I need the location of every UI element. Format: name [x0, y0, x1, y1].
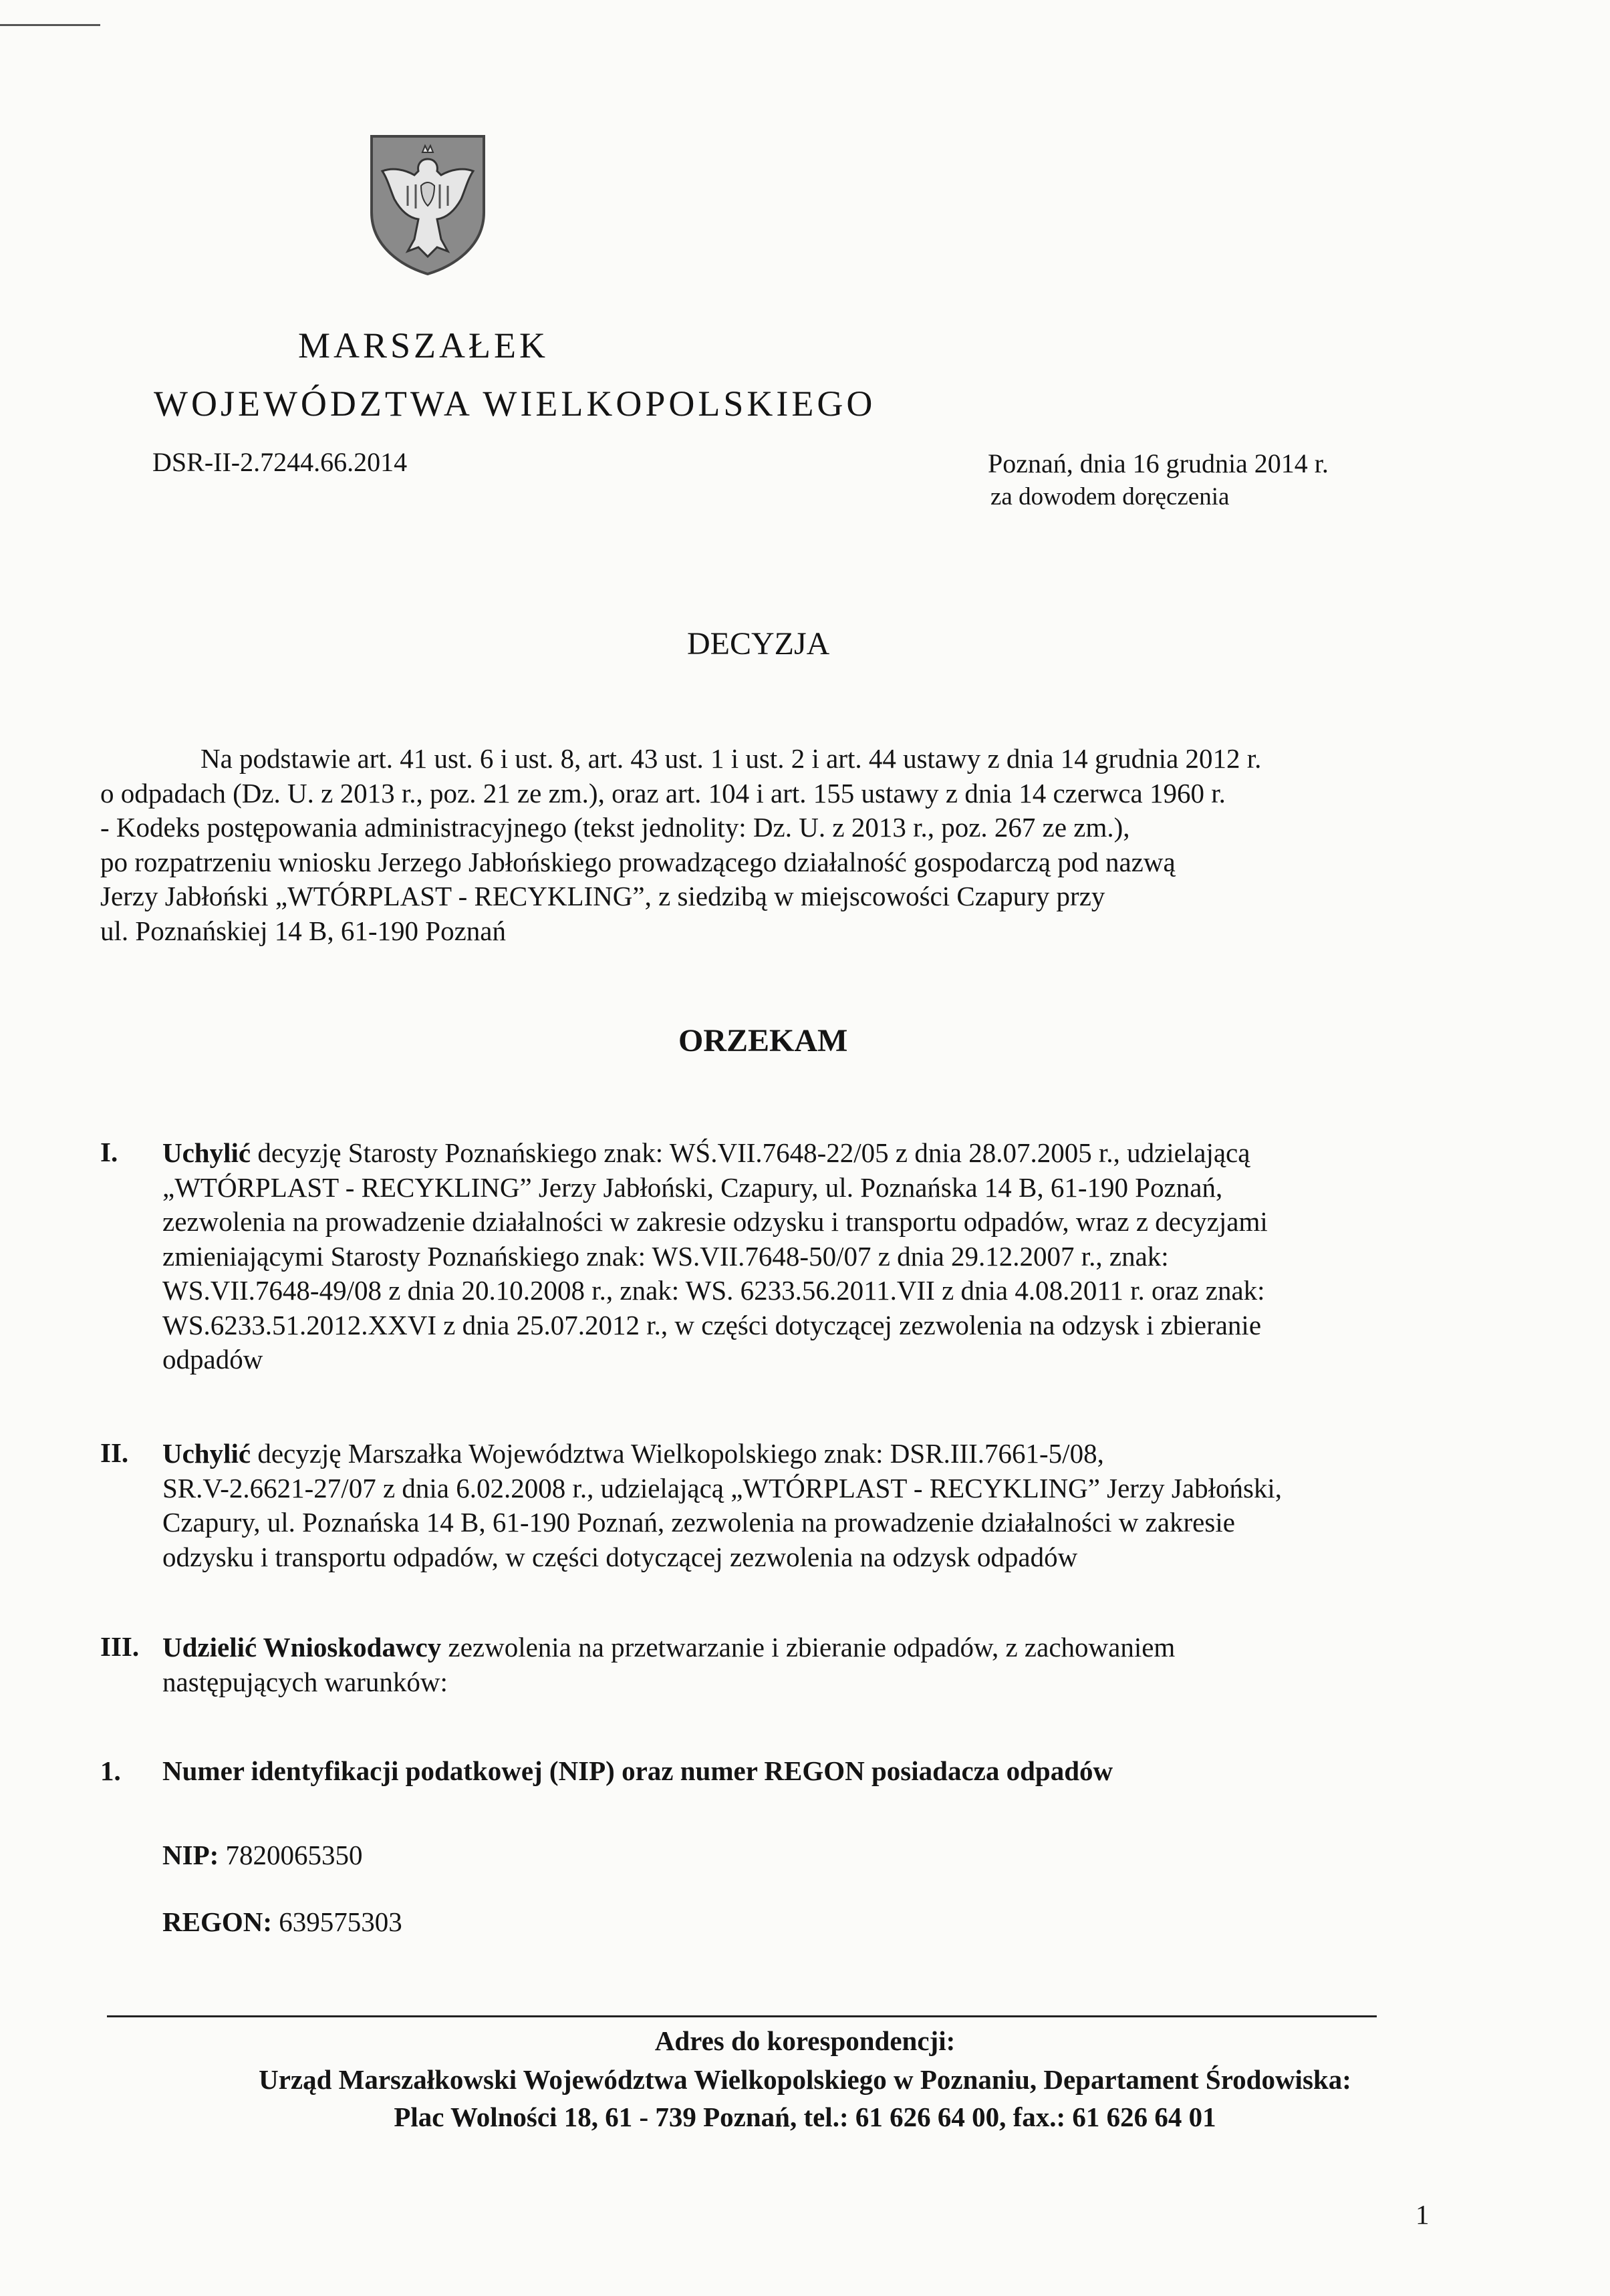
- item-i-text: [162, 1136, 1430, 1377]
- item-number-ii: II.: [100, 1437, 129, 1468]
- item-line: zezwolenia na przetwarzanie i zbieranie odpadów, z zachowaniem: [441, 1632, 1176, 1663]
- regon-value: 639575303: [272, 1906, 402, 1937]
- delivery-note: za dowodem doręczenia: [990, 483, 1230, 511]
- ruling-heading: ORZEKAM: [678, 1023, 848, 1058]
- item-line: zezwolenia na prowadzenie działalności w zakresie odzysku i transportu odpadów, wraz z decyzjami: [162, 1206, 1268, 1237]
- item-iii-text: [162, 1630, 1430, 1699]
- item-line: odzysku i transportu odpadów, w części dotyczącej zezwolenia na odzysk odpadów: [162, 1541, 1078, 1572]
- place-date: Poznań, dnia 16 grudnia 2014 r.: [988, 448, 1329, 478]
- regon-line: [162, 1906, 402, 1938]
- item-line: odpadów: [162, 1344, 263, 1375]
- regon-label: REGON:: [162, 1906, 272, 1937]
- legal-basis-paragraph: [100, 742, 1430, 948]
- basis-line: - Kodeks postępowania administracyjnego (tekst jednolity: Dz. U. z 2013 r., poz. 267 ze zm.),: [100, 812, 1130, 843]
- item-ii-text: [162, 1437, 1430, 1574]
- basis-line: Na podstawie art. 41 ust. 6 i ust. 8, art. 43 ust. 1 i ust. 2 i art. 44 ustawy z dnia 14 grudnia 2012 r.: [200, 743, 1262, 774]
- footer-address-heading: Adres do korespondencji:: [654, 2025, 956, 2056]
- basis-line: po rozpatrzeniu wniosku Jerzego Jabłońskiego prowadzącego działalność gospodarczą pod nazwą: [100, 846, 1176, 877]
- item-ii-lead: Uchylić: [162, 1438, 251, 1469]
- item-line: WS.VII.7648-49/08 z dnia 20.10.2008 r., znak: WS. 6233.56.2011.VII z dnia 4.08.2011 r. oraz znak:: [162, 1275, 1265, 1306]
- section-1-heading: Numer identyfikacji podatkowej (NIP) oraz numer REGON posiadacza odpadów: [162, 1755, 1113, 1786]
- nip-line: [162, 1839, 363, 1871]
- item-number-iii: III.: [100, 1631, 140, 1662]
- item-line: decyzję Marszałka Województwa Wielkopolskiego znak: DSR.III.7661-5/08,: [251, 1438, 1104, 1469]
- item-line: następujących warunków:: [162, 1666, 448, 1697]
- authority-name-line2: WOJEWÓDZTWA WIELKOPOLSKIEGO: [154, 384, 876, 424]
- basis-line: Jerzy Jabłoński „WTÓRPLAST - RECYKLING”, z siedzibą w miejscowości Czapury przy: [100, 881, 1105, 911]
- nip-value: 7820065350: [219, 1840, 363, 1870]
- corner-mark: [0, 24, 100, 26]
- authority-name-line1: MARSZAŁEK: [298, 325, 549, 366]
- nip-label: NIP:: [162, 1840, 219, 1870]
- section-1-number: 1.: [100, 1755, 121, 1786]
- item-number-i: I.: [100, 1137, 118, 1167]
- reference-number: DSR-II-2.7244.66.2014: [152, 447, 408, 477]
- document-title: DECYZJA: [687, 626, 830, 662]
- footer-rule: [107, 2015, 1377, 2017]
- item-line: zmieniającymi Starosty Poznańskiego znak: WS.VII.7648-50/07 z dnia 29.12.2007 r., znak:: [162, 1240, 1169, 1272]
- footer-office-name: Urząd Marszałkowski Województwa Wielkopolskiego w Poznaniu, Departament Środowiska:: [259, 2064, 1351, 2095]
- item-line: Czapury, ul. Poznańska 14 B, 61-190 Poznań, zezwolenia na prowadzenie działalności w zakresie: [162, 1507, 1235, 1538]
- basis-line: ul. Poznańskiej 14 B, 61-190 Poznań: [100, 915, 506, 946]
- item-line: SR.V-2.6621-27/07 z dnia 6.02.2008 r., udzielającą „WTÓRPLAST - RECYKLING” Jerzy Jabłoński,: [162, 1472, 1283, 1503]
- eagle-coat-of-arms-icon: [368, 132, 488, 276]
- item-iii-lead: Udzielić Wnioskodawcy: [162, 1632, 442, 1663]
- item-line: WS.6233.51.2012.XXVI z dnia 25.07.2012 r., w części dotyczącej zezwolenia na odzysk i zbieranie: [162, 1309, 1262, 1340]
- item-i-lead: Uchylić: [162, 1137, 251, 1168]
- item-line: „WTÓRPLAST - RECYKLING” Jerzy Jabłoński, Czapury, ul. Poznańska 14 B, 61-190 Poznań,: [162, 1171, 1223, 1203]
- page-number: 1: [1416, 2199, 1430, 2230]
- basis-line: o odpadach (Dz. U. z 2013 r., poz. 21 ze zm.), oraz art. 104 i art. 155 ustawy z dnia 14 czerwca 1960 r.: [100, 777, 1226, 809]
- item-line: decyzję Starosty Poznańskiego znak: WŚ.VII.7648-22/05 z dnia 28.07.2005 r., udzielającą: [251, 1137, 1250, 1168]
- footer-contact: Plac Wolności 18, 61 - 739 Poznań, tel.: 61 626 64 00, fax.: 61 626 64 01: [394, 2102, 1216, 2132]
